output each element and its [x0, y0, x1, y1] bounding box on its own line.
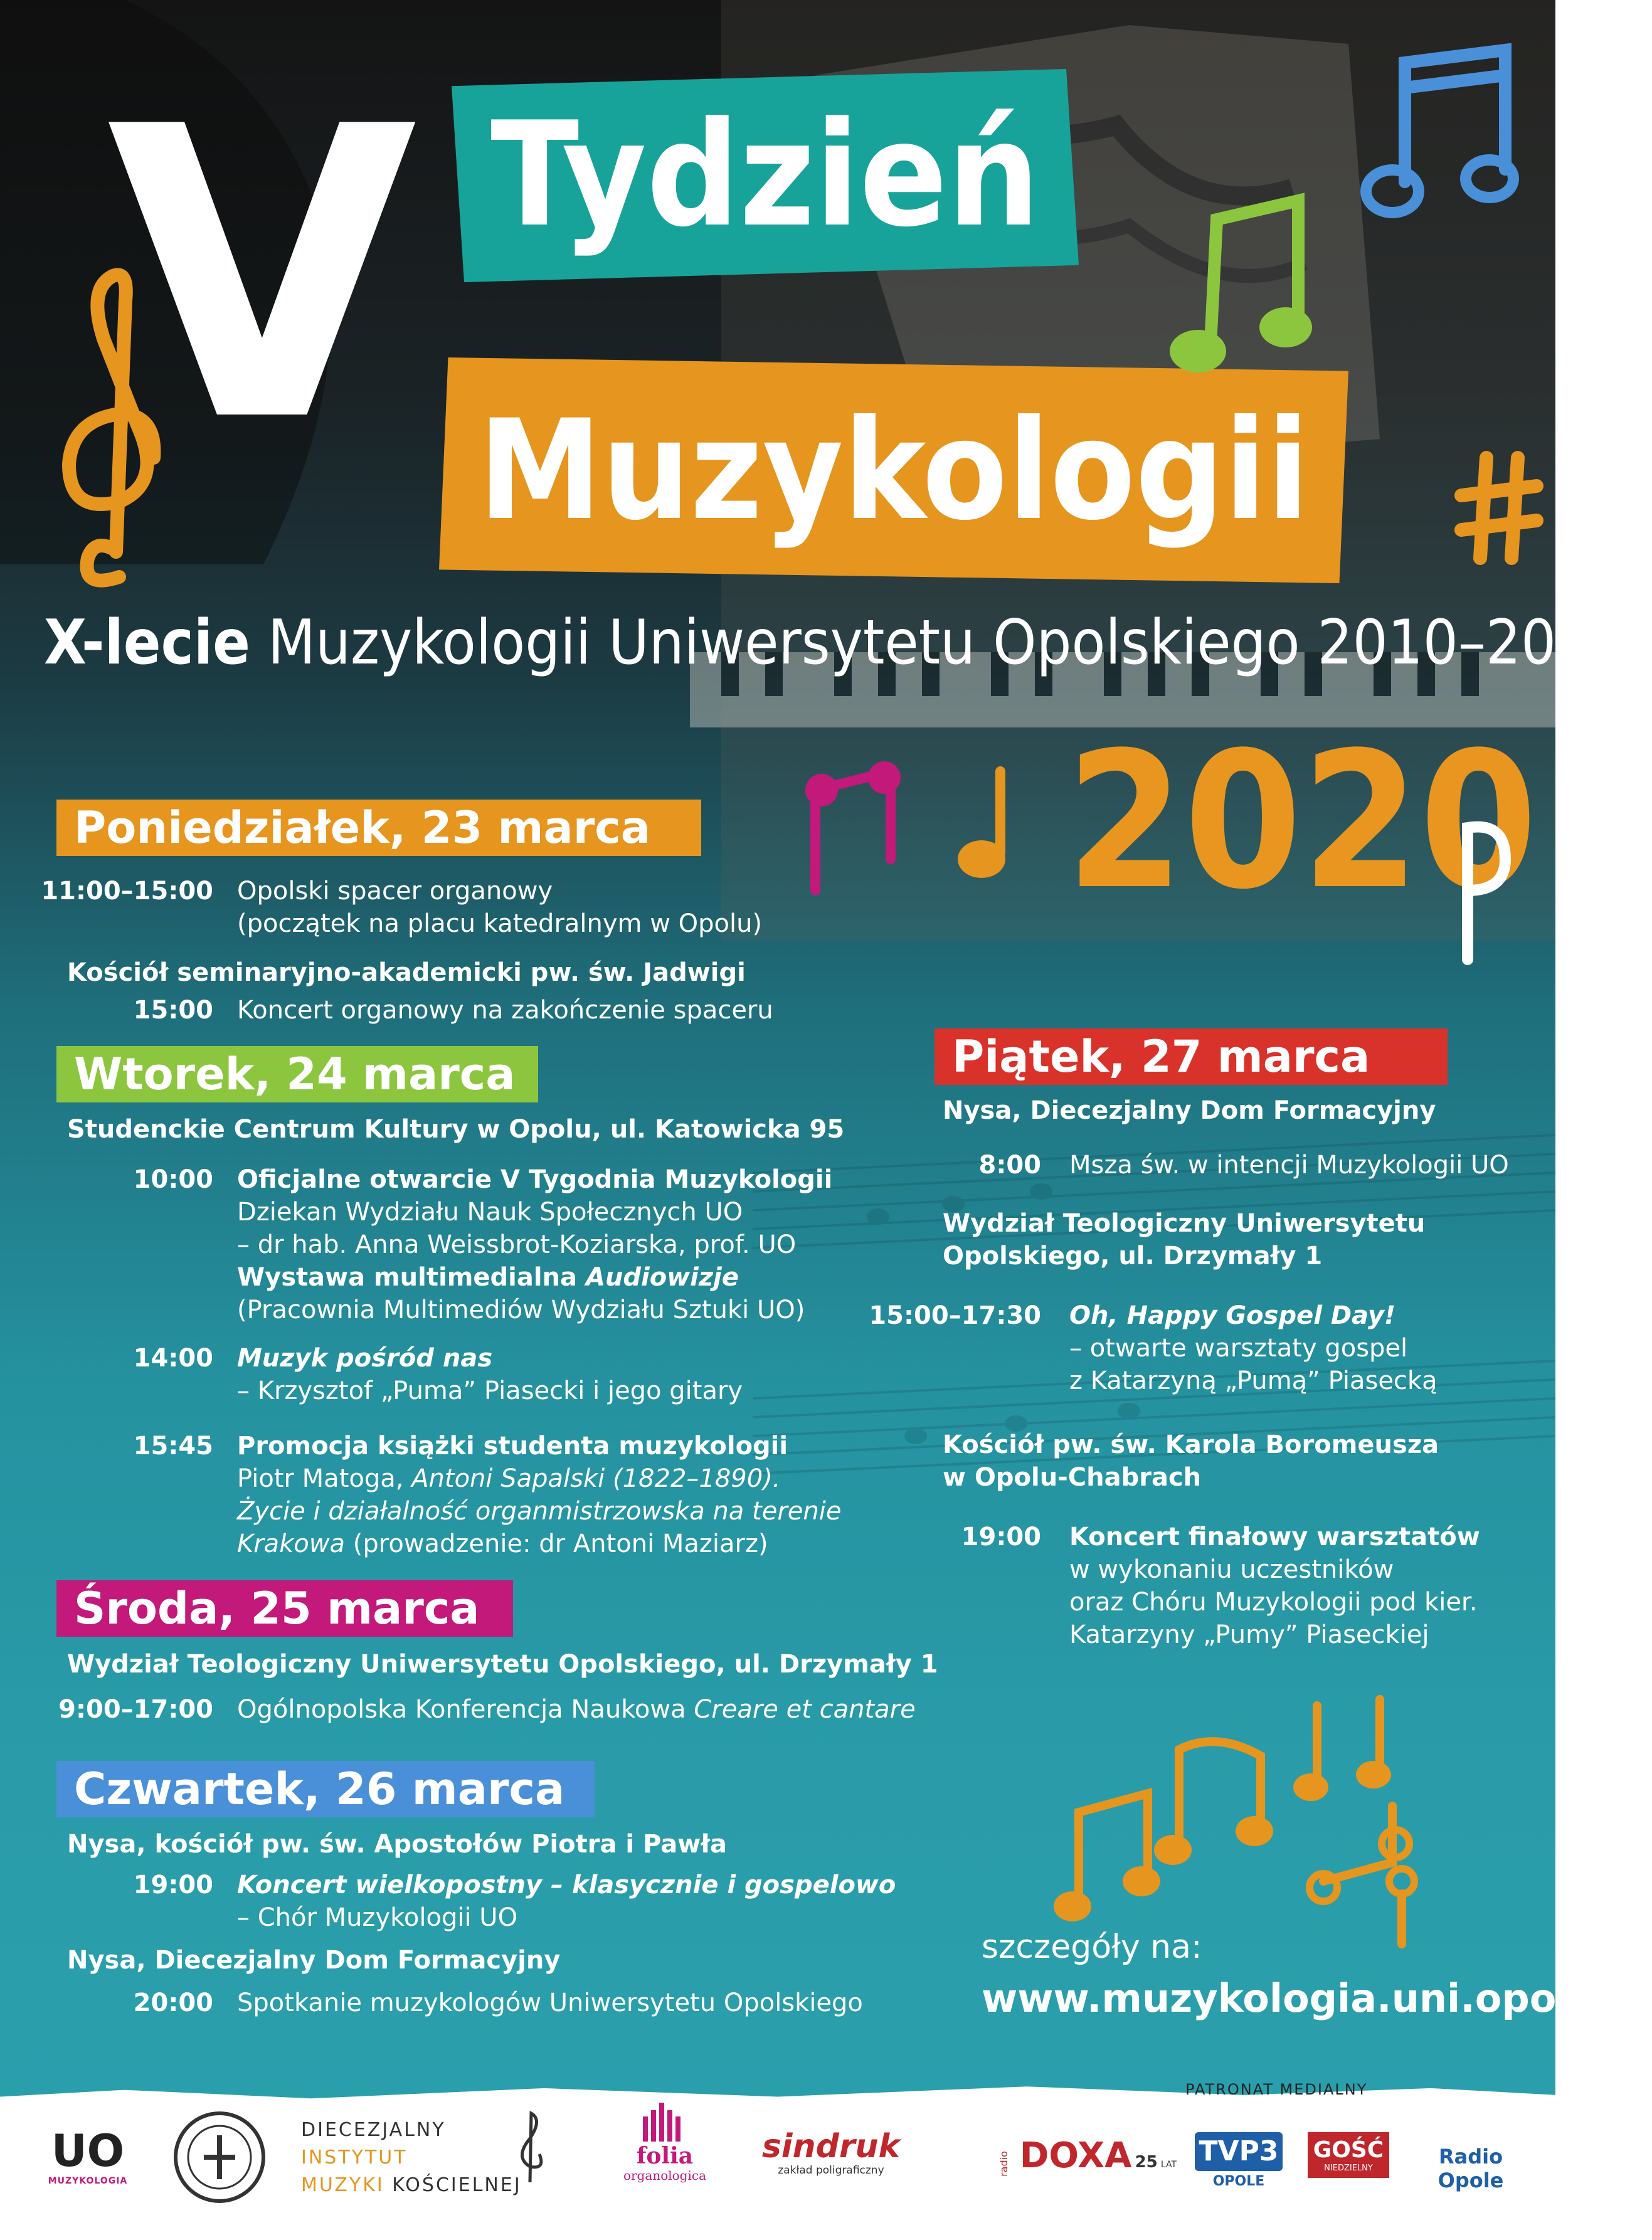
event-description: – Krzysztof „Puma” Piasecki i jego gitary [237, 1376, 743, 1405]
event-time: 15:45 [133, 1432, 213, 1461]
book-title: Antoni Sapalski (1822–1890). [411, 1464, 781, 1493]
event-description: Dziekan Wydziału Nauk Społecznych UO [237, 1198, 743, 1227]
event-time: 8:00 [978, 1151, 1041, 1180]
magenta-double-note-icon [797, 753, 909, 903]
event-title: Promocja książki studenta muzykologii [237, 1432, 788, 1461]
event-description: Katarzyny „Pumy” Piaseckiej [1069, 1620, 1429, 1649]
doxa-text: DOXA [1019, 2135, 1132, 2176]
folia-sub: organologica [623, 2168, 706, 2183]
event-description [237, 1528, 768, 1560]
day-header-monday: Poniedziałek, 23 marca [56, 800, 701, 856]
day-header-thursday: Czwartek, 26 marca [56, 1761, 595, 1817]
event-time: 19:00 [961, 1523, 1041, 1551]
folia-organologica-logo [612, 2098, 718, 2183]
doxa-lat: LAT [1160, 2160, 1177, 2170]
doxa-years: 25 [1135, 2153, 1158, 2172]
sharp-sign-icon [1455, 452, 1543, 564]
exhibition-label: Wystawa multimedialna [237, 1263, 586, 1292]
venue: Wydział Teologiczny Uniwersytetu [943, 1209, 1426, 1238]
tvp3-sub: OPOLE [1212, 2174, 1265, 2189]
venue: Nysa, kościół pw. św. Apostołów Piotra i Pawła [67, 1830, 728, 1859]
uo-musicology-logo [44, 2126, 132, 2186]
orange-notes-cluster-icon [1054, 1693, 1443, 1957]
book-title-end: Krakowa [237, 1529, 346, 1558]
event-description [237, 1693, 916, 1726]
event-title: Koncert finałowy warsztatów [1069, 1523, 1480, 1551]
tvp3-opole-logo [1195, 2132, 1283, 2192]
radio-opole-logo: Radio Opole [1438, 2145, 1504, 2192]
conference-title: Creare et cantare [694, 1695, 916, 1724]
green-double-note-icon [1160, 182, 1323, 383]
sindruk-text: sindruk [761, 2128, 901, 2165]
uo-logo-sub: MUZYKOLOGIA [48, 2176, 128, 2186]
event-time: 20:00 [133, 1989, 213, 2017]
day-header-tuesday: Wtorek, 24 marca [56, 1046, 538, 1102]
sindruk-sub: zakład poligraficzny [778, 2164, 884, 2177]
gosc-text: GOŚĆ [1313, 2137, 1384, 2163]
day-header-friday: Piątek, 27 marca [935, 1028, 1448, 1085]
event-description: Opolski spacer organowy [237, 877, 553, 906]
subtitle-bold: X-lecie [44, 607, 250, 679]
event-time: 9:00–17:00 [58, 1695, 213, 1724]
folia-text: folia [636, 2143, 694, 2169]
event-time: 11:00–15:00 [41, 877, 213, 906]
clef-small-icon [511, 2107, 549, 2189]
venue: Opolskiego, ul. Drzymały 1 [943, 1242, 1323, 1271]
event-year: 2020 [1066, 712, 1538, 931]
event-title: Oh, Happy Gospel Day! [1069, 1301, 1396, 1330]
venue: Kościół seminaryjno-akademicki pw. św. Jadwigi [67, 958, 746, 987]
event-time: 10:00 [133, 1165, 213, 1194]
event-time: 14:00 [133, 1344, 213, 1373]
dim-text: INSTYTUT [301, 2147, 408, 2169]
conference-label: Ogólnopolska Konferencja Naukowa [237, 1695, 694, 1724]
gosc-niedzielny-logo [1308, 2132, 1389, 2178]
dim-text: MUZYKI [301, 2174, 384, 2196]
event-description: Msza św. w intencji Muzykologii UO [1069, 1151, 1509, 1180]
event-description: oraz Chóru Muzykologii pod kier. [1069, 1588, 1478, 1617]
event-description [237, 1462, 781, 1495]
university-seal-logo [169, 2107, 270, 2207]
event-time: 19:00 [133, 1871, 213, 1899]
anniversary-subtitle [44, 602, 1627, 684]
dim-text: KOŚCIELNEJ [392, 2174, 522, 2196]
organ-pipes-icon [640, 2098, 690, 2142]
event-description: (początek na placu katedralnym w Opolu) [237, 909, 763, 938]
blue-double-note-icon [1361, 25, 1524, 232]
website-link[interactable]: www.muzykologia.uni.opole.pl [982, 1975, 1652, 2021]
event-description: (Pracownia Multimediów Wydziału Sztuki UO) [237, 1296, 805, 1324]
dim-institute-logo [301, 2116, 539, 2199]
doxa-radio-text: radio [997, 2151, 1010, 2177]
venue: w Opolu-Chabrach [943, 1463, 1202, 1492]
dim-text: DIECEZJALNY [301, 2119, 446, 2141]
seal-icon [169, 2107, 270, 2207]
event-title: Koncert wielkopostny – klasycznie i gospelowo [237, 1871, 896, 1899]
event-description: z Katarzyną „Pumą” Piasecką [1069, 1366, 1438, 1395]
subtitle-rest: Muzykologii Uniwersytetu Opolskiego 2010–2020 [267, 607, 1627, 679]
moderator: (prowadzenie: dr Antoni Maziarz) [345, 1529, 768, 1558]
day-header-wednesday: Środa, 25 marca [56, 1580, 513, 1637]
venue: Wydział Teologiczny Uniwersytetu Opolskiego, ul. Drzymały 1 [67, 1650, 938, 1679]
venue: Nysa, Diecezjalny Dom Formacyjny [943, 1096, 1436, 1125]
uo-logo-text: UO [51, 2125, 125, 2177]
white-note-icon [1443, 809, 1518, 972]
event-title-line2: Muzykologii [478, 390, 1310, 551]
venue: Studenckie Centrum Kultury w Opolu, ul. Katowicka 95 [67, 1115, 845, 1144]
event-title: Oficjalne otwarcie V Tygodnia Muzykologii [237, 1165, 833, 1194]
details-label: szczegóły na: [982, 1928, 1202, 1966]
event-description: w wykonaniu uczestników [1069, 1555, 1394, 1584]
event-description: – otwarte warsztaty gospel [1069, 1334, 1408, 1363]
event-time: 15:00 [133, 996, 213, 1025]
venue: Nysa, Diecezjalny Dom Formacyjny [67, 1946, 561, 1975]
radio-doxa-logo [991, 2135, 1185, 2176]
edition-numeral: V [107, 42, 418, 509]
book-author: Piotr Matoga, [237, 1464, 412, 1493]
event-title: Muzyk pośród nas [237, 1344, 493, 1373]
sindruk-logo [753, 2129, 909, 2177]
media-patronage-label: PATRONAT MEDIALNY [1185, 2081, 1368, 2098]
treble-clef-icon [44, 263, 182, 589]
exhibition-title: Audiowizje [585, 1263, 739, 1292]
event-description [237, 1261, 739, 1294]
venue: Kościół pw. św. Karola Boromeusza [943, 1430, 1439, 1459]
event-title-line1: Tydzień [490, 92, 1040, 259]
event-description: Koncert organowy na zakończenie spaceru [237, 996, 773, 1025]
gosc-sub: NIEDZIELNY [1324, 2163, 1373, 2173]
book-title-cont: Życie i działalność organmistrzowska na terenie [237, 1497, 842, 1526]
event-description: – dr hab. Anna Weissbrot-Koziarska, prof. UO [237, 1230, 797, 1259]
event-time: 15:00–17:30 [869, 1301, 1041, 1330]
tvp3-text: TVP3 [1195, 2132, 1283, 2171]
orange-note-icon [947, 759, 1022, 884]
event-description: – Chór Muzykologii UO [237, 1903, 518, 1932]
event-description: Spotkanie muzykologów Uniwersytetu Opolskiego [237, 1989, 863, 2017]
